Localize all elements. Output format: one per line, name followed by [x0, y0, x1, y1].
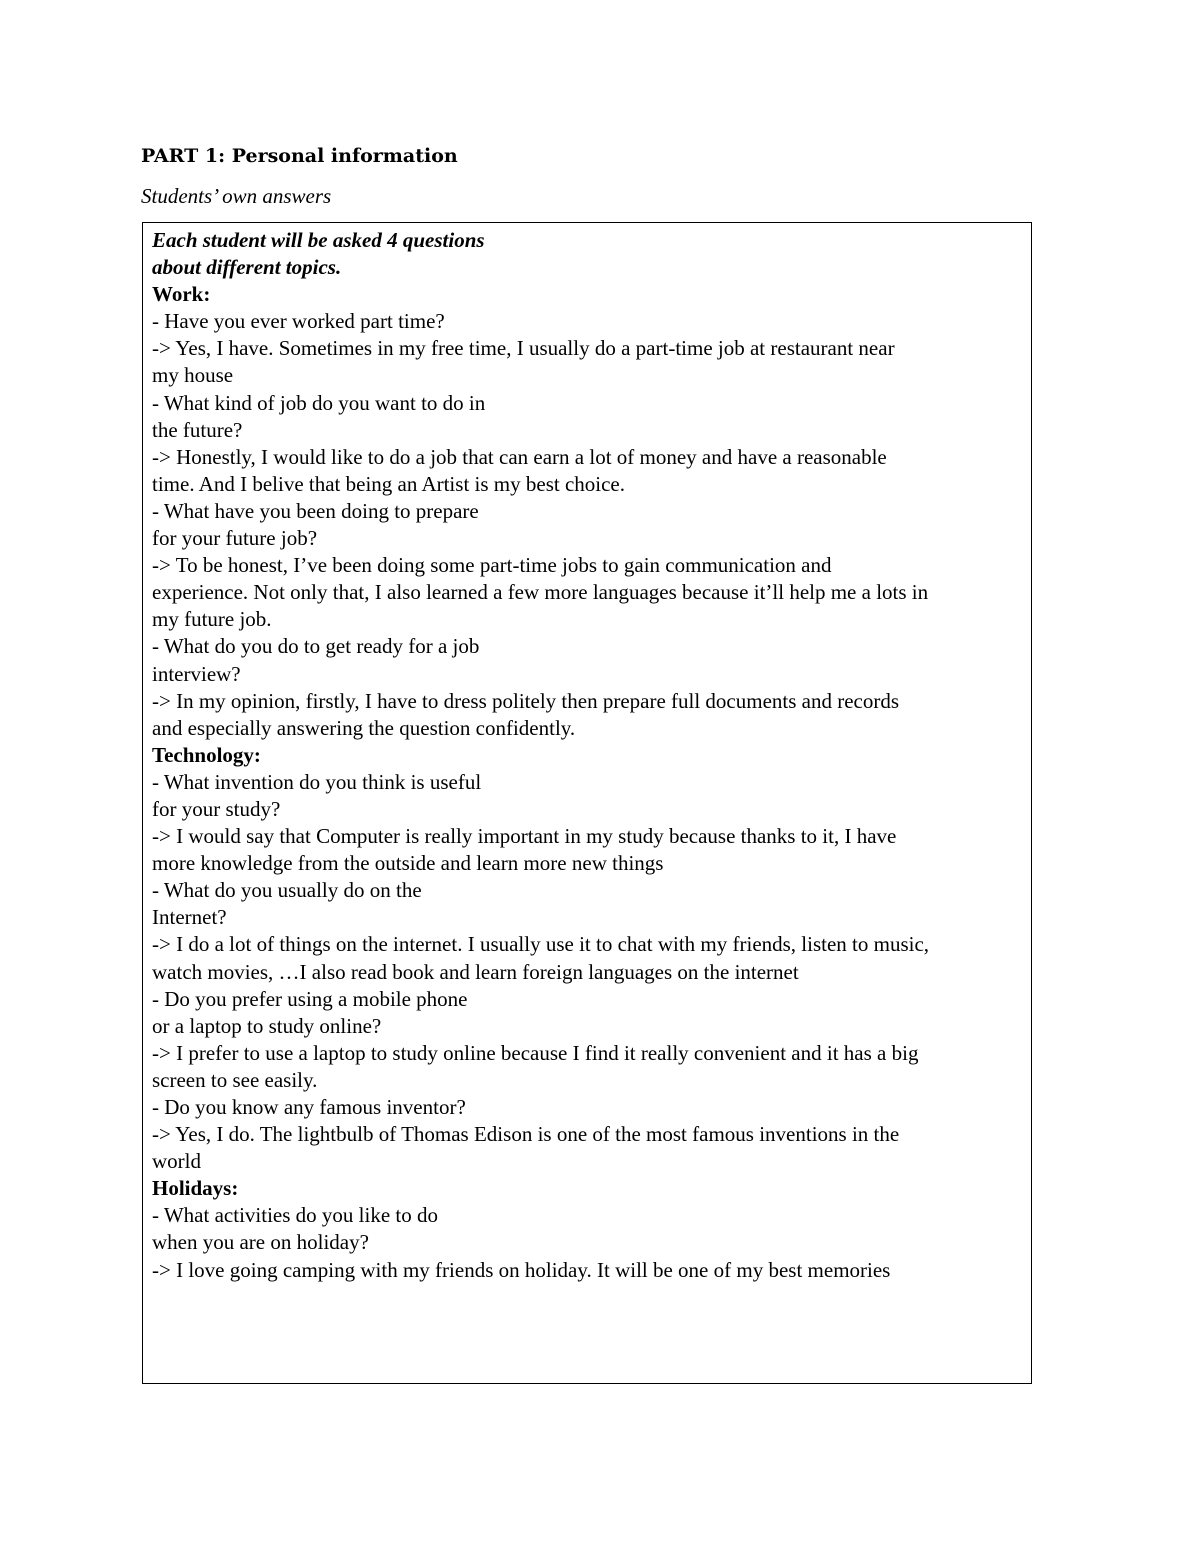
intro [152, 227, 1023, 281]
text-line: - Have you ever worked part time? [152, 309, 445, 334]
text-line: interview? [152, 661, 241, 686]
intro-line: about different topics. [152, 255, 342, 280]
text-line: when you are on holiday? [152, 1230, 369, 1255]
section-title-holidays: Holidays: [152, 1176, 239, 1201]
text-line: Internet? [152, 905, 227, 930]
text-line: -> Yes, I do. The lightbulb of Thomas Edison is one of the most famous inventions in the [152, 1122, 900, 1147]
text-line: - What have you been doing to prepare [152, 498, 479, 523]
intro-line: Each student will be asked 4 questions [152, 228, 485, 252]
text-line: -> Yes, I have. Sometimes in my free time, I usually do a part-time job at restaurant near [152, 336, 895, 361]
text-line: for your study? [152, 796, 281, 821]
text-line: -> I love going camping with my friends on holiday. It will be one of my best memories [152, 1257, 891, 1282]
text-line: - What do you usually do on the [152, 878, 422, 903]
section-title-technology: Technology: [152, 742, 261, 767]
text-line: - What kind of job do you want to do in [152, 390, 486, 415]
text-line: - Do you know any famous inventor? [152, 1095, 466, 1119]
text-line: - Do you prefer using a mobile phone [152, 986, 468, 1011]
text-line: and especially answering the question confidently. [152, 715, 576, 740]
page-heading: PART 1: Personal information [141, 145, 458, 167]
text-line: screen to see easily. [152, 1067, 318, 1092]
answer-box [142, 222, 1032, 1384]
text-line: -> I prefer to use a laptop to study online because I find it really convenient and it has a big [152, 1040, 919, 1065]
text-line: experience. Not only that, I also learned a few more languages because it’ll help me a lots in [152, 580, 929, 605]
text-line: world [152, 1149, 201, 1174]
text-line: - What activities do you like to do [152, 1203, 438, 1228]
text-line: my future job. [152, 607, 272, 632]
text-line: watch movies, …I also read book and learn foreign languages on the internet [152, 959, 799, 984]
text-line: for your future job? [152, 526, 318, 551]
text-line: -> Honestly, I would like to do a job that can earn a lot of money and have a reasonable [152, 444, 887, 469]
text-line: or a laptop to study online? [152, 1013, 382, 1038]
section-technology [152, 742, 1023, 1176]
text-line: more knowledge from the outside and learn more new things [152, 851, 664, 876]
section-work [152, 281, 1023, 742]
section-title-work: Work: [152, 282, 211, 307]
text-line: -> In my opinion, firstly, I have to dress politely then prepare full documents and records [152, 688, 900, 713]
section-holidays [152, 1175, 1023, 1283]
text-line: my house [152, 363, 234, 388]
page-subtitle: Students’ own answers [141, 184, 332, 208]
text-line: -> To be honest, I’ve been doing some part-time jobs to gain communication and [152, 553, 832, 578]
text-line: - What do you do to get ready for a job [152, 634, 480, 659]
text-line: time. And I belive that being an Artist is my best choice. [152, 471, 625, 496]
text-line: the future? [152, 417, 243, 442]
text-line: - What invention do you think is useful [152, 769, 482, 794]
text-line: -> I would say that Computer is really important in my study because thanks to it, I have [152, 824, 897, 849]
text-line: -> I do a lot of things on the internet. I usually use it to chat with my friends, listen to music, [152, 932, 930, 957]
